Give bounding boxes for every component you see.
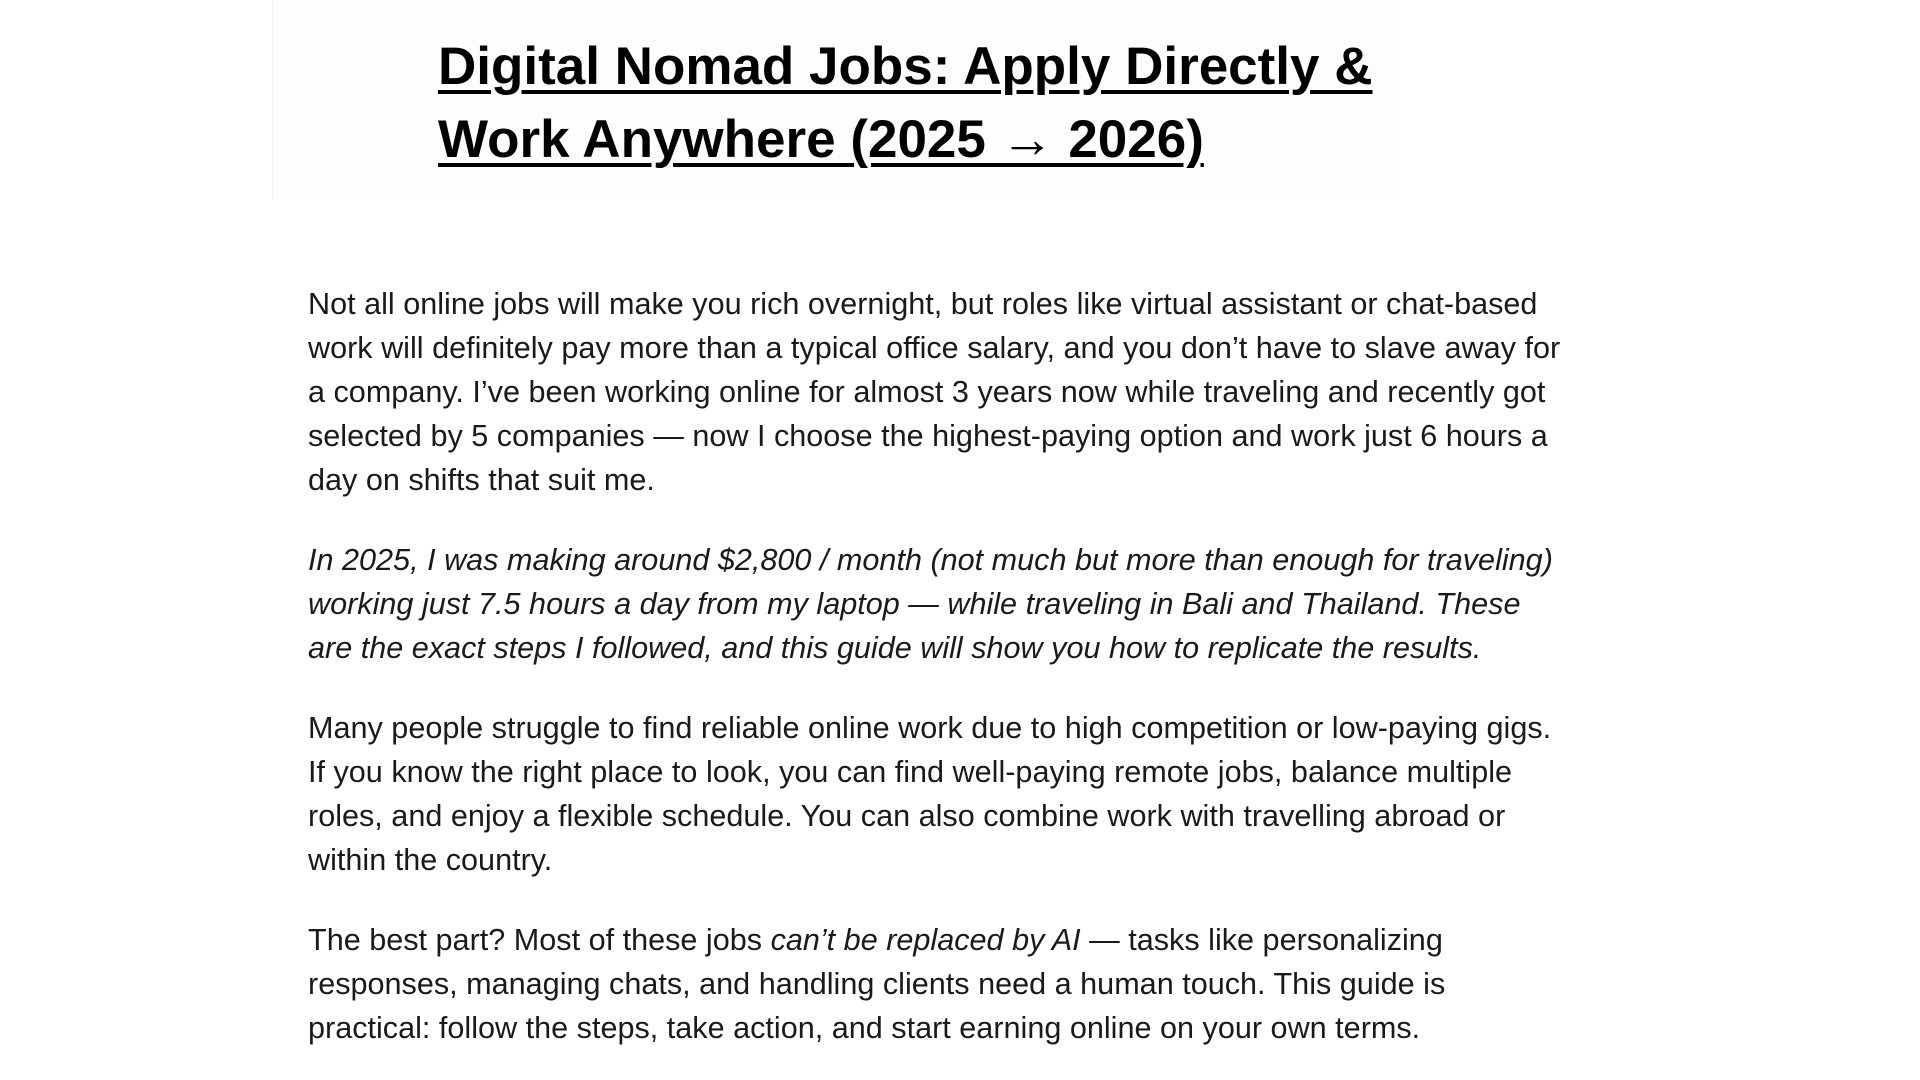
paragraph-line: a company. I’ve been working online for almost 3 years now while traveling and recently got [308,375,1546,409]
title-line-1: Digital Nomad Jobs: Apply Directly & [438,37,1373,96]
paragraph-line: responses, managing chats, and handling clients need a human touch. This guide is [308,967,1446,1001]
paragraph-line: If you know the right place to look, you can find well-paying remote jobs, balance multiple [308,755,1513,789]
paragraph-intro [308,282,1728,502]
emphasis-text: can’t be replaced by AI [770,923,1081,957]
paragraph-line: Not all online jobs will make you rich overnight, but roles like virtual assistant or chat-based [308,287,1538,321]
page-title [438,30,1538,176]
article-body [308,282,1728,1080]
paragraph-line: day on shifts that suit me. [308,463,655,497]
title-line-2: Work Anywhere (2025 → 2026) [438,110,1204,169]
paragraph-line: roles, and enjoy a flexible schedule. You can also combine work with travelling abroad or [308,799,1506,833]
paragraph-line: working just 7.5 hours a day from my laptop — while traveling in Bali and Thailand. These [308,587,1521,621]
paragraph-line: work will definitely pay more than a typical office salary, and you don’t have to slave away for [308,331,1561,365]
paragraph-earnings [308,538,1728,670]
paragraph-line: within the country. [308,843,553,877]
paragraph-line [308,918,1728,962]
text-run: The best part? Most of these jobs [308,923,771,957]
paragraph-line: Many people struggle to find reliable online work due to high competition or low-paying gigs. [308,711,1552,745]
paragraph-line: selected by 5 companies — now I choose the highest-paying option and work just 6 hours a [308,419,1548,453]
paragraph-line: are the exact steps I followed, and this guide will show you how to replicate the results. [308,631,1482,665]
paragraph-best-part [308,918,1728,1050]
paragraph-line: In 2025, I was making around $2,800 / month (not much but more than enough for traveling) [308,543,1553,577]
text-run: — tasks like personalizing [1080,923,1443,957]
paragraph-struggle [308,706,1728,882]
paragraph-line: practical: follow the steps, take action, and start earning online on your own terms. [308,1011,1421,1045]
